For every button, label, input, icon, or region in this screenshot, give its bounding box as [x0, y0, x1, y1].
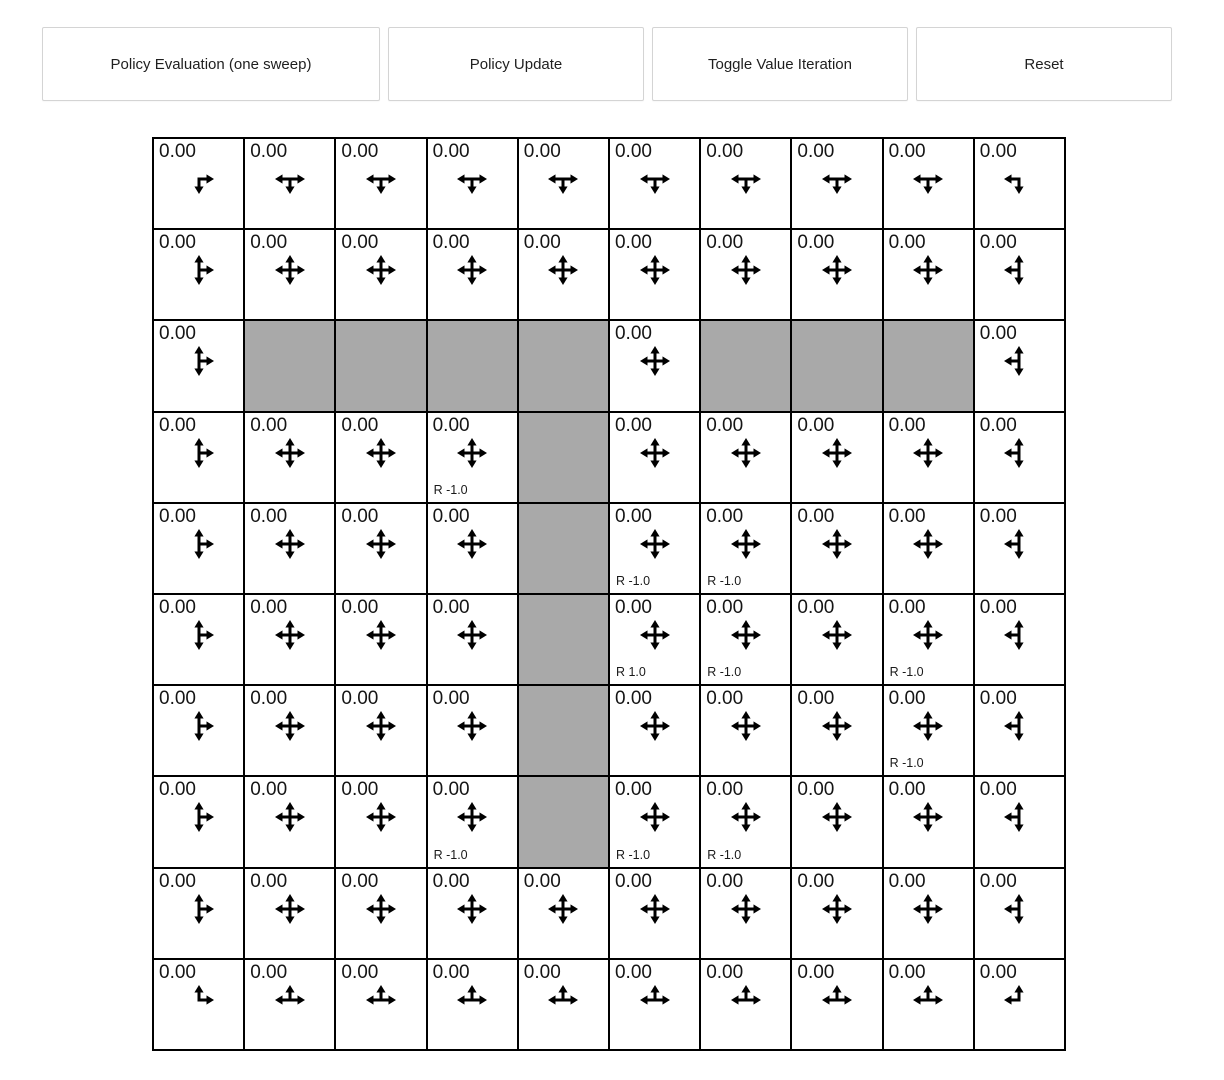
grid-cell[interactable] — [700, 594, 791, 685]
cell-value: 0.00 — [432, 505, 470, 527]
cell-value: 0.00 — [888, 505, 926, 527]
cell-value: 0.00 — [250, 961, 288, 983]
grid-cell[interactable] — [791, 412, 882, 503]
grid-cell[interactable] — [518, 959, 609, 1050]
cell-value: 0.00 — [706, 414, 744, 436]
grid-cell[interactable] — [335, 959, 426, 1050]
cell-value: 0.00 — [432, 779, 470, 801]
cell-value: 0.00 — [888, 688, 926, 710]
grid-cell[interactable] — [609, 412, 700, 503]
policy-arrows-icon — [640, 255, 670, 285]
cell-reward: R -1.0 — [433, 482, 468, 497]
cell-value: 0.00 — [341, 596, 379, 618]
grid-cell[interactable] — [244, 959, 335, 1050]
grid-cell[interactable] — [335, 503, 426, 594]
cell-value: 0.00 — [341, 141, 379, 162]
policy-arrows-icon — [913, 711, 943, 741]
policy-arrows-icon — [1004, 255, 1034, 285]
policy-arrows-icon — [548, 164, 578, 194]
grid-cell[interactable] — [609, 594, 700, 685]
policy-arrows-icon — [1004, 620, 1034, 650]
policy-arrows-icon — [366, 255, 396, 285]
cell-value: 0.00 — [888, 414, 926, 436]
grid-cell[interactable] — [153, 138, 244, 229]
cell-value: 0.00 — [341, 414, 379, 436]
cell-value: 0.00 — [614, 596, 652, 618]
cell-value: 0.00 — [250, 779, 288, 801]
cell-value: 0.00 — [888, 596, 926, 618]
cell-value: 0.00 — [797, 414, 835, 436]
cell-reward: R -1.0 — [889, 665, 924, 680]
cell-value: 0.00 — [250, 870, 288, 892]
grid-cell[interactable] — [244, 503, 335, 594]
grid-cell[interactable] — [609, 776, 700, 867]
grid-cell[interactable] — [700, 959, 791, 1050]
cell-value: 0.00 — [432, 961, 470, 983]
grid-cell[interactable] — [153, 776, 244, 867]
policy-arrows-icon — [366, 438, 396, 468]
policy-arrows-icon — [1004, 346, 1034, 376]
grid-cell[interactable] — [883, 959, 974, 1050]
cell-value: 0.00 — [614, 870, 652, 892]
cell-value: 0.00 — [706, 779, 744, 801]
cell-value: 0.00 — [614, 323, 652, 345]
cell-value: 0.00 — [250, 688, 288, 710]
policy-arrows-icon — [184, 620, 214, 650]
cell-value: 0.00 — [706, 505, 744, 527]
policy-arrows-icon — [822, 985, 852, 1015]
grid-cell[interactable] — [244, 776, 335, 867]
cell-value: 0.00 — [159, 414, 196, 436]
grid-cell[interactable] — [153, 320, 244, 411]
policy-arrows-icon — [822, 620, 852, 650]
policy-arrows-icon — [275, 529, 305, 559]
cell-value: 0.00 — [432, 596, 470, 618]
cell-value: 0.00 — [797, 870, 835, 892]
wall-cell — [791, 320, 882, 411]
policy-arrows-icon — [457, 255, 487, 285]
cell-reward: R -1.0 — [433, 847, 468, 862]
grid-cell[interactable] — [609, 868, 700, 959]
policy-arrows-icon — [731, 164, 761, 194]
grid-cell[interactable] — [244, 868, 335, 959]
policy-arrows-icon — [913, 985, 943, 1015]
cell-value: 0.00 — [614, 414, 652, 436]
policy-evaluation-button[interactable]: Policy Evaluation (one sweep) — [42, 27, 380, 101]
grid-cell[interactable] — [883, 412, 974, 503]
cell-value: 0.00 — [432, 141, 470, 162]
grid-cell[interactable] — [700, 776, 791, 867]
policy-update-button[interactable]: Policy Update — [388, 27, 644, 101]
cell-value: 0.00 — [159, 961, 196, 983]
policy-arrows-icon — [822, 894, 852, 924]
grid-cell[interactable] — [153, 412, 244, 503]
policy-arrows-icon — [184, 529, 214, 559]
grid-cell[interactable] — [700, 138, 791, 229]
wall-cell — [335, 320, 426, 411]
cell-value: 0.00 — [797, 688, 835, 710]
grid-cell[interactable] — [974, 959, 1065, 1050]
cell-value: 0.00 — [979, 414, 1017, 436]
wall-cell — [700, 320, 791, 411]
policy-arrows-icon — [184, 346, 214, 376]
grid-cell[interactable] — [700, 229, 791, 320]
grid-cell[interactable] — [427, 594, 518, 685]
policy-arrows-icon — [366, 529, 396, 559]
grid-cell[interactable] — [609, 685, 700, 776]
cell-value: 0.00 — [797, 961, 835, 983]
cell-value: 0.00 — [706, 688, 744, 710]
gridworld-board — [152, 137, 1066, 1051]
cell-value: 0.00 — [888, 141, 926, 162]
cell-reward: R -1.0 — [707, 573, 742, 588]
cell-value: 0.00 — [614, 688, 652, 710]
policy-arrows-icon — [1004, 802, 1034, 832]
cell-value: 0.00 — [159, 505, 196, 527]
grid-cell[interactable] — [883, 138, 974, 229]
policy-arrows-icon — [731, 985, 761, 1015]
policy-arrows-icon — [640, 346, 670, 376]
policy-arrows-icon — [275, 802, 305, 832]
cell-value: 0.00 — [341, 779, 379, 801]
grid-cell[interactable] — [244, 412, 335, 503]
policy-arrows-icon — [275, 164, 305, 194]
policy-arrows-icon — [1004, 894, 1034, 924]
grid-cell[interactable] — [974, 594, 1065, 685]
policy-arrows-icon — [913, 164, 943, 194]
policy-arrows-icon — [457, 985, 487, 1015]
policy-arrows-icon — [184, 711, 214, 741]
cell-value: 0.00 — [341, 232, 379, 254]
wall-cell — [518, 594, 609, 685]
toolbar — [42, 27, 1172, 101]
policy-arrows-icon — [640, 620, 670, 650]
grid-cell[interactable] — [791, 685, 882, 776]
grid-cell[interactable] — [153, 503, 244, 594]
grid-cell[interactable] — [791, 138, 882, 229]
grid-cell[interactable] — [335, 685, 426, 776]
grid-cell[interactable] — [335, 229, 426, 320]
policy-arrows-icon — [822, 164, 852, 194]
policy-arrows-icon — [913, 529, 943, 559]
cell-value: 0.00 — [159, 323, 196, 345]
policy-arrows-icon — [184, 164, 214, 194]
grid-cell[interactable] — [153, 868, 244, 959]
cell-reward: R -1.0 — [707, 665, 742, 680]
policy-arrows-icon — [548, 894, 578, 924]
policy-arrows-icon — [275, 985, 305, 1015]
cell-value: 0.00 — [432, 688, 470, 710]
grid-cell[interactable] — [700, 868, 791, 959]
cell-reward: R -1.0 — [615, 847, 651, 862]
cell-value: 0.00 — [159, 870, 196, 892]
grid-cell[interactable] — [335, 594, 426, 685]
policy-arrows-icon — [457, 620, 487, 650]
cell-value: 0.00 — [614, 232, 652, 254]
cell-value: 0.00 — [523, 232, 561, 254]
policy-arrows-icon — [731, 529, 761, 559]
wall-cell — [883, 320, 974, 411]
grid-cell[interactable] — [974, 320, 1065, 411]
cell-reward: R -1.0 — [615, 573, 651, 588]
grid-cell[interactable] — [974, 868, 1065, 959]
grid-cell[interactable] — [335, 868, 426, 959]
policy-arrows-icon — [457, 802, 487, 832]
cell-value: 0.00 — [159, 779, 196, 801]
cell-value: 0.00 — [706, 596, 744, 618]
policy-arrows-icon — [457, 529, 487, 559]
cell-value: 0.00 — [979, 505, 1017, 527]
policy-arrows-icon — [366, 711, 396, 741]
policy-arrows-icon — [1004, 438, 1034, 468]
policy-arrows-icon — [640, 438, 670, 468]
cell-value: 0.00 — [250, 596, 288, 618]
cell-reward: R -1.0 — [889, 756, 924, 771]
policy-arrows-icon — [366, 164, 396, 194]
grid-cell[interactable] — [883, 776, 974, 867]
cell-value: 0.00 — [341, 505, 379, 527]
policy-arrows-icon — [1004, 711, 1034, 741]
policy-arrows-icon — [640, 802, 670, 832]
cell-reward: R 1.0 — [615, 665, 646, 680]
cell-value: 0.00 — [797, 232, 835, 254]
policy-arrows-icon — [366, 985, 396, 1015]
grid-cell[interactable] — [335, 776, 426, 867]
cell-value: 0.00 — [523, 961, 561, 983]
policy-arrows-icon — [184, 255, 214, 285]
grid-cell[interactable] — [883, 229, 974, 320]
cell-value: 0.00 — [341, 870, 379, 892]
grid-cell[interactable] — [427, 959, 518, 1050]
grid-cell[interactable] — [609, 959, 700, 1050]
grid-cell[interactable] — [518, 868, 609, 959]
cell-value: 0.00 — [979, 688, 1017, 710]
policy-arrows-icon — [731, 255, 761, 285]
cell-value: 0.00 — [888, 779, 926, 801]
policy-arrows-icon — [275, 620, 305, 650]
cell-value: 0.00 — [706, 961, 744, 983]
grid-cell[interactable] — [153, 594, 244, 685]
policy-arrows-icon — [822, 438, 852, 468]
grid-cell[interactable] — [791, 868, 882, 959]
grid-cell[interactable] — [153, 229, 244, 320]
wall-cell — [518, 685, 609, 776]
wall-cell — [427, 320, 518, 411]
policy-arrows-icon — [1004, 164, 1034, 194]
policy-arrows-icon — [913, 255, 943, 285]
policy-arrows-icon — [640, 894, 670, 924]
policy-arrows-icon — [366, 802, 396, 832]
policy-arrows-icon — [548, 985, 578, 1015]
policy-arrows-icon — [640, 711, 670, 741]
cell-value: 0.00 — [979, 323, 1017, 345]
cell-value: 0.00 — [706, 141, 744, 162]
cell-value: 0.00 — [250, 141, 288, 162]
policy-arrows-icon — [640, 529, 670, 559]
cell-value: 0.00 — [159, 141, 196, 162]
policy-arrows-icon — [731, 620, 761, 650]
cell-value: 0.00 — [159, 232, 196, 254]
cell-value: 0.00 — [888, 870, 926, 892]
grid-cell[interactable] — [244, 229, 335, 320]
grid-cell[interactable] — [153, 959, 244, 1050]
grid-cell[interactable] — [974, 138, 1065, 229]
grid-cell[interactable] — [974, 229, 1065, 320]
cell-value: 0.00 — [341, 961, 379, 983]
cell-value: 0.00 — [432, 232, 470, 254]
grid-cell[interactable] — [883, 685, 974, 776]
cell-value: 0.00 — [250, 232, 288, 254]
grid-cell[interactable] — [427, 229, 518, 320]
policy-arrows-icon — [275, 438, 305, 468]
policy-arrows-icon — [275, 711, 305, 741]
policy-arrows-icon — [184, 438, 214, 468]
grid-cell[interactable] — [153, 685, 244, 776]
cell-value: 0.00 — [797, 779, 835, 801]
grid-cell[interactable] — [700, 685, 791, 776]
grid-cell[interactable] — [700, 412, 791, 503]
policy-arrows-icon — [457, 438, 487, 468]
policy-arrows-icon — [457, 894, 487, 924]
grid-cell[interactable] — [974, 503, 1065, 594]
reset-button[interactable]: Reset — [916, 27, 1172, 101]
policy-arrows-icon — [640, 985, 670, 1015]
cell-value: 0.00 — [614, 961, 652, 983]
wall-cell — [244, 320, 335, 411]
policy-arrows-icon — [640, 164, 670, 194]
grid-cell[interactable] — [518, 229, 609, 320]
policy-arrows-icon — [913, 802, 943, 832]
cell-value: 0.00 — [432, 414, 470, 436]
cell-value: 0.00 — [979, 141, 1017, 162]
policy-arrows-icon — [184, 985, 214, 1015]
grid-cell[interactable] — [883, 503, 974, 594]
grid-cell[interactable] — [609, 503, 700, 594]
policy-arrows-icon — [1004, 529, 1034, 559]
grid-cell[interactable] — [700, 503, 791, 594]
cell-value: 0.00 — [250, 505, 288, 527]
policy-arrows-icon — [548, 255, 578, 285]
policy-arrows-icon — [731, 802, 761, 832]
cell-value: 0.00 — [523, 870, 561, 892]
policy-arrows-icon — [366, 894, 396, 924]
wall-cell — [518, 412, 609, 503]
cell-value: 0.00 — [432, 870, 470, 892]
grid-cell[interactable] — [791, 503, 882, 594]
cell-value: 0.00 — [614, 141, 652, 162]
grid-cell[interactable] — [427, 776, 518, 867]
policy-arrows-icon — [913, 438, 943, 468]
grid-cell[interactable] — [518, 138, 609, 229]
grid-cell[interactable] — [974, 412, 1065, 503]
policy-arrows-icon — [275, 255, 305, 285]
policy-arrows-icon — [366, 620, 396, 650]
cell-value: 0.00 — [979, 870, 1017, 892]
policy-arrows-icon — [822, 802, 852, 832]
policy-arrows-icon — [822, 255, 852, 285]
policy-arrows-icon — [1004, 985, 1034, 1015]
policy-arrows-icon — [457, 711, 487, 741]
toggle-value-iteration-button[interactable]: Toggle Value Iteration — [652, 27, 908, 101]
cell-value: 0.00 — [979, 779, 1017, 801]
cell-value: 0.00 — [888, 961, 926, 983]
cell-value: 0.00 — [706, 870, 744, 892]
grid-cell[interactable] — [335, 412, 426, 503]
cell-value: 0.00 — [614, 779, 652, 801]
cell-value: 0.00 — [523, 141, 561, 162]
cell-value: 0.00 — [250, 414, 288, 436]
cell-value: 0.00 — [979, 232, 1017, 254]
grid-cell[interactable] — [609, 229, 700, 320]
policy-arrows-icon — [275, 894, 305, 924]
policy-arrows-icon — [731, 894, 761, 924]
policy-arrows-icon — [731, 438, 761, 468]
grid-cell[interactable] — [244, 138, 335, 229]
policy-arrows-icon — [913, 620, 943, 650]
grid-cell[interactable] — [883, 868, 974, 959]
grid-cell[interactable] — [791, 229, 882, 320]
grid-cell[interactable] — [791, 594, 882, 685]
cell-value: 0.00 — [888, 232, 926, 254]
policy-arrows-icon — [184, 894, 214, 924]
cell-value: 0.00 — [159, 688, 196, 710]
grid-cell[interactable] — [427, 138, 518, 229]
grid-cell[interactable] — [427, 868, 518, 959]
grid-cell[interactable] — [335, 138, 426, 229]
policy-arrows-icon — [822, 711, 852, 741]
cell-value: 0.00 — [797, 505, 835, 527]
policy-arrows-icon — [822, 529, 852, 559]
cell-value: 0.00 — [614, 505, 652, 527]
grid-cell[interactable] — [791, 959, 882, 1050]
cell-value: 0.00 — [159, 596, 196, 618]
grid-cell[interactable] — [244, 594, 335, 685]
grid-cell[interactable] — [609, 320, 700, 411]
grid-cell[interactable] — [244, 685, 335, 776]
cell-value: 0.00 — [706, 232, 744, 254]
grid-cell[interactable] — [427, 412, 518, 503]
policy-arrows-icon — [184, 802, 214, 832]
policy-arrows-icon — [731, 711, 761, 741]
wall-cell — [518, 503, 609, 594]
wall-cell — [518, 776, 609, 867]
grid-cell[interactable] — [974, 776, 1065, 867]
wall-cell — [518, 320, 609, 411]
grid-cell[interactable] — [883, 594, 974, 685]
cell-value: 0.00 — [797, 596, 835, 618]
grid-cell[interactable] — [974, 685, 1065, 776]
grid-cell[interactable] — [427, 685, 518, 776]
policy-arrows-icon — [457, 164, 487, 194]
policy-arrows-icon — [913, 894, 943, 924]
cell-value: 0.00 — [979, 961, 1017, 983]
cell-value: 0.00 — [341, 688, 379, 710]
grid-cell[interactable] — [791, 776, 882, 867]
cell-value: 0.00 — [797, 141, 835, 162]
grid-cell[interactable] — [609, 138, 700, 229]
cell-reward: R -1.0 — [707, 847, 742, 862]
cell-value: 0.00 — [979, 596, 1017, 618]
grid-cell[interactable] — [427, 503, 518, 594]
